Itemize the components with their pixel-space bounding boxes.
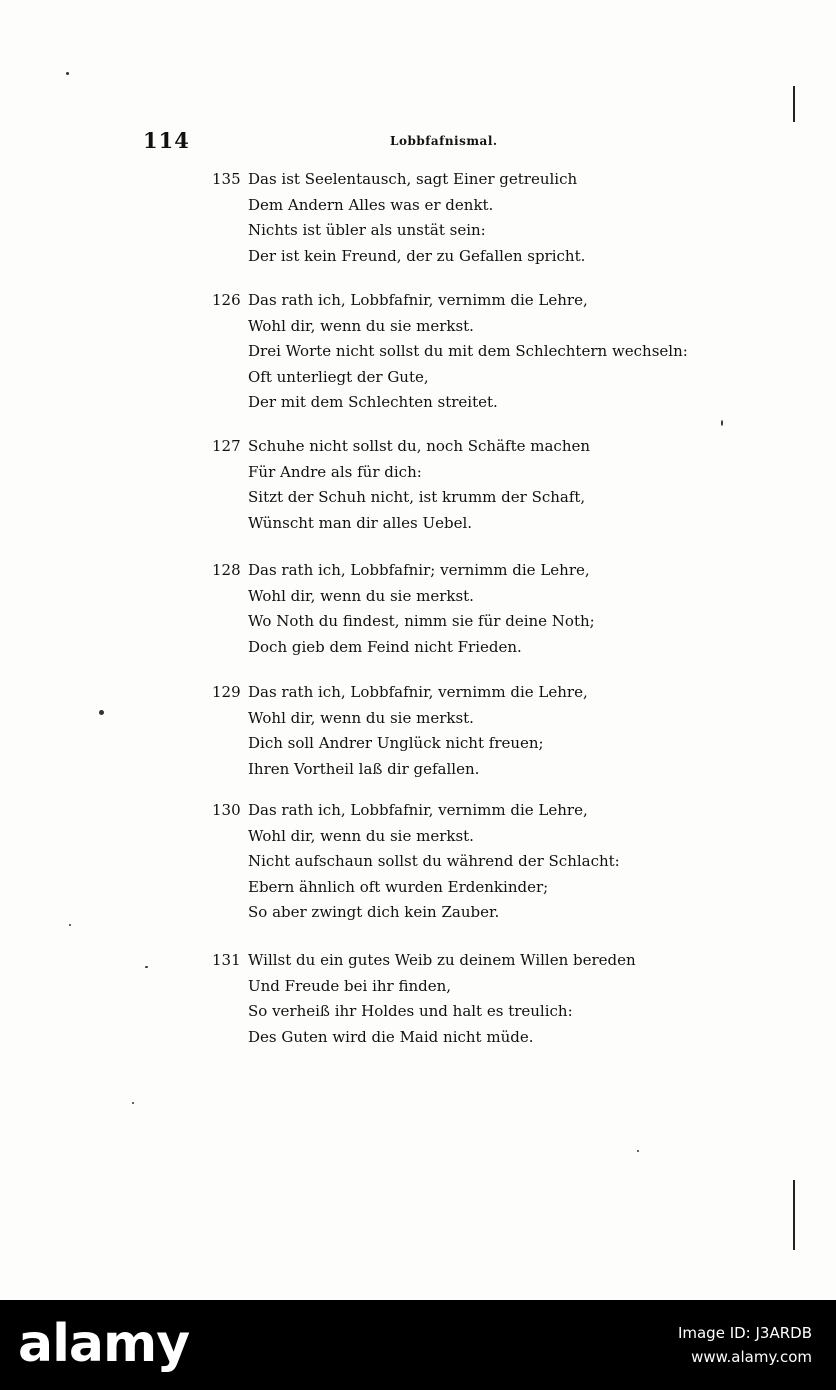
stanza <box>212 951 692 1053</box>
verse-text: Schuhe nicht sollst du, noch Schäfte machen <box>248 437 591 455</box>
stanza <box>212 561 692 663</box>
verse-text: Wohl dir, wenn du sie merkst. <box>248 708 474 727</box>
verse-text: Des Guten wird die Maid nicht müde. <box>248 1027 534 1046</box>
scan-speck <box>66 72 69 75</box>
verse-text: Das rath ich, Lobbfafnir; vernimm die Lehre, <box>248 561 590 579</box>
stanza-number: 129 <box>212 683 241 701</box>
verse-line <box>212 342 692 368</box>
stanza <box>212 170 692 272</box>
verse-text: Nicht aufschaun sollst du während der Schlacht: <box>248 852 620 870</box>
verse-text: Ebern ähnlich oft wurden Erdenkinder; <box>248 877 549 896</box>
scan-edge-mark <box>793 86 795 122</box>
verse-text: Dem Andern Alles was er denkt. <box>248 195 494 214</box>
stanza-number: 130 <box>212 801 241 819</box>
verse-line <box>212 247 692 273</box>
verse-line <box>212 291 692 317</box>
scan-speck <box>721 420 723 426</box>
scan-speck <box>99 710 104 715</box>
stanza <box>212 291 692 419</box>
stanza-number: 126 <box>212 291 241 309</box>
verse-line <box>212 170 692 196</box>
verse-text: Wohl dir, wenn du sie merkst. <box>248 826 474 845</box>
stanza-number: 127 <box>212 437 241 455</box>
verse-line <box>212 587 692 613</box>
verse-text: Doch gieb dem Feind nicht Frieden. <box>248 637 522 656</box>
verse-line <box>212 977 692 1003</box>
verse-line <box>212 514 692 540</box>
page-number: 114 <box>143 128 190 153</box>
stanza <box>212 683 692 785</box>
verse-text: So verheiß ihr Holdes und halt es treulich: <box>248 1002 573 1020</box>
verse-text: Der mit dem Schlechten streitet. <box>248 393 498 411</box>
verse-text: Drei Worte nicht sollst du mit dem Schlechtern wechseln: <box>248 342 688 360</box>
stanza-number: 128 <box>212 561 241 579</box>
verse-line <box>212 734 692 760</box>
scan-edge-mark <box>793 1180 795 1250</box>
verse-line <box>212 827 692 853</box>
running-head: Lobbfafnismal. <box>390 134 498 148</box>
scan-speck <box>132 1102 134 1104</box>
verse-text: Und Freude bei ihr finden, <box>248 976 452 995</box>
verse-text: Oft unterliegt der Gute, <box>248 367 429 386</box>
verse-line <box>212 760 692 786</box>
verse-text: Willst du ein gutes Weib zu deinem Willen bereden <box>248 951 636 969</box>
verse-line <box>212 561 692 587</box>
verse-line <box>212 852 692 878</box>
verse-text: Für Andre als für dich: <box>248 462 422 481</box>
verse-line <box>212 951 692 977</box>
verse-line <box>212 1002 692 1028</box>
website-url: www.alamy.com <box>691 1348 812 1366</box>
watermark-banner <box>0 1300 836 1390</box>
scan-speck <box>637 1150 639 1152</box>
verse-text: Wo Noth du findest, nimm sie für deine Noth; <box>248 612 595 630</box>
verse-text: Nichts ist übler als unstät sein: <box>248 221 486 239</box>
verse-text: Der ist kein Freund, der zu Gefallen spricht. <box>248 246 586 265</box>
verse-line <box>212 801 692 827</box>
verse-text: Wünscht man dir alles Uebel. <box>248 513 473 532</box>
verse-line <box>212 612 692 638</box>
verse-line <box>212 221 692 247</box>
verse-line <box>212 709 692 735</box>
verse-text: Wohl dir, wenn du sie merkst. <box>248 316 474 335</box>
verse-text: Wohl dir, wenn du sie merkst. <box>248 586 474 605</box>
verse-line <box>212 903 692 929</box>
verse-line <box>212 488 692 514</box>
verse-text: Das rath ich, Lobbfafnir, vernimm die Lehre, <box>248 801 588 819</box>
verse-line <box>212 437 692 463</box>
stanza-number: 135 <box>212 170 241 188</box>
verse-line <box>212 393 692 419</box>
verse-text: Das ist Seelentausch, sagt Einer getreulich <box>248 170 578 188</box>
verse-text: Das rath ich, Lobbfafnir, vernimm die Lehre, <box>248 291 588 309</box>
verse-text: Ihren Vortheil laß dir gefallen. <box>248 759 480 778</box>
verse-line <box>212 196 692 222</box>
verse-line <box>212 638 692 664</box>
scan-speck <box>145 966 148 968</box>
scan-speck <box>69 924 71 926</box>
alamy-logo: alamy <box>18 1314 190 1374</box>
verse-line <box>212 368 692 394</box>
verse-text: So aber zwingt dich kein Zauber. <box>248 903 500 921</box>
stanza-number: 131 <box>212 951 241 969</box>
verse-line <box>212 463 692 489</box>
verse-text: Das rath ich, Lobbfafnir, vernimm die Lehre, <box>248 683 588 701</box>
verse-line <box>212 317 692 343</box>
image-id-label: Image ID: J3ARDB <box>677 1324 812 1342</box>
verse-line <box>212 878 692 904</box>
stanza <box>212 437 692 539</box>
stanza <box>212 801 692 929</box>
verse-line <box>212 1028 692 1054</box>
verse-text: Sitzt der Schuh nicht, ist krumm der Schaft, <box>248 488 586 506</box>
verse-text: Dich soll Andrer Unglück nicht freuen; <box>248 734 544 752</box>
verse-line <box>212 683 692 709</box>
